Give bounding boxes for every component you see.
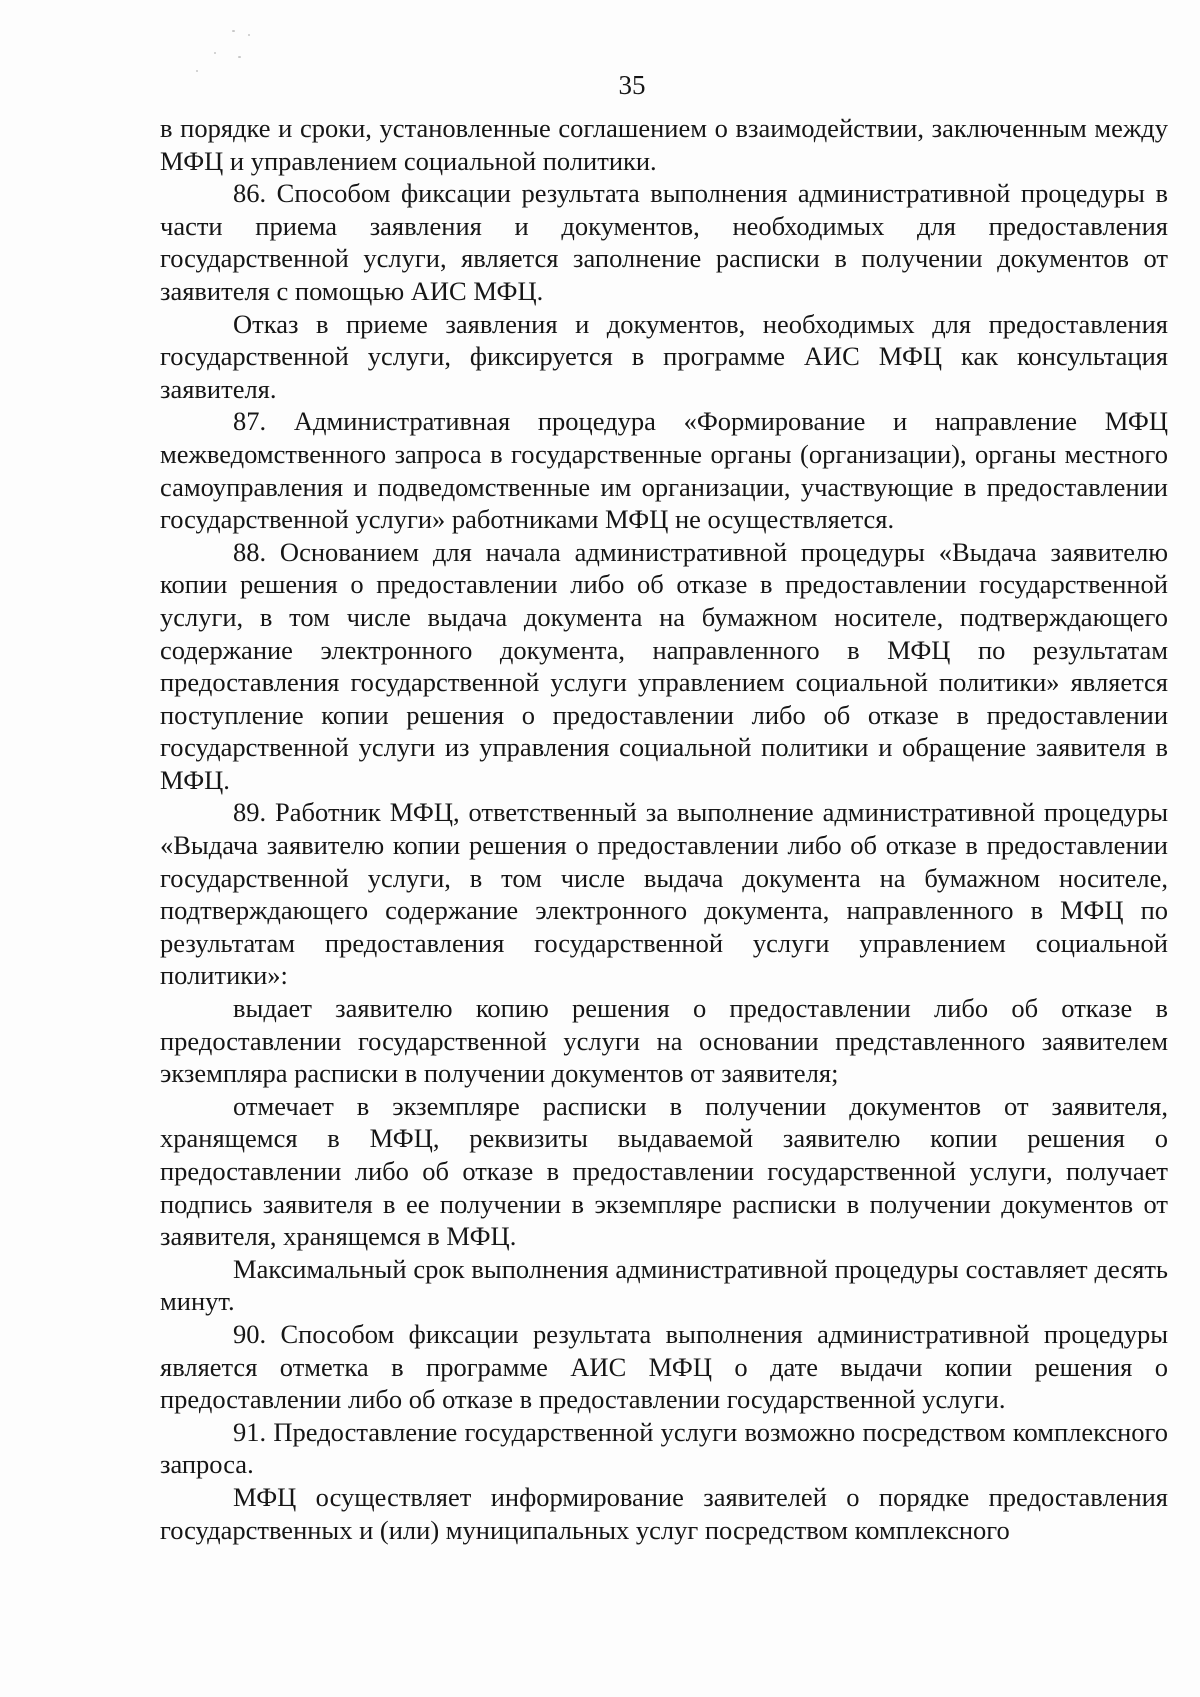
paragraph-90: 90. Способом фиксации результата выполнения административной процедуры является отметка в программе АИС МФЦ о дате выдачи копии решения о предоставлении либо об отказе в предоставлении государственной услуги. [160, 1318, 1168, 1415]
paragraph-mfc-informing: МФЦ осуществляет информирование заявителей о порядке предоставления государственных и (или) муниципальных услуг посредством комплексного [160, 1481, 1168, 1545]
scan-speck [248, 34, 250, 36]
paragraph-issues-copy: выдает заявителю копию решения о предоставлении либо об отказе в предоставлении государственной услуги на основании представленного заявителем экземпляра расписки в получении документов от заявителя; [160, 993, 1168, 1089]
paragraph-86: 86. Способом фиксации результата выполнения административной процедуры в части приема заявления и документов, необходимых для предоставления государственной услуги, является заполнение расписки в получении документов от заявителя с помощью АИС МФЦ. [160, 178, 1168, 306]
paragraph-refusal-recording: Отказ в приеме заявления и документов, необходимых для предоставления государственной услуги, фиксируется в программе АИС МФЦ как консультация заявителя. [160, 308, 1168, 404]
page-number: 35 [618, 70, 646, 100]
paragraph-marks-receipt: отмечает в экземпляре расписки в получении документов от заявителя, хранящемся в МФЦ, реквизиты выдаваемой заявителю копии решения о предоставлении либо об отказе в предоставлении государственной услуги, получает подпись заявителя в ее получении в экземпляре расписки в получении документов от заявителя, хранящемся в МФЦ. [160, 1090, 1168, 1252]
scan-speck [232, 30, 235, 32]
scan-speck [214, 52, 216, 54]
paragraph-max-duration: Максимальный срок выполнения административной процедуры составляет десять минут. [160, 1253, 1168, 1317]
paragraph-88: 88. Основанием для начала административной процедуры «Выдача заявителю копии решения о предоставлении либо об отказе в предоставлении государственной услуги, в том числе выдача документа на бумажном носителе, подтверждающего содержание электронного документа, направленного в МФЦ по результатам предоставления государственной услуги управлением социальной политики» является поступление копии решения о предоставлении либо об отказе в предоставлении государственной услуги из управления социальной политики и обращение заявителя в МФЦ. [160, 536, 1168, 795]
paragraph-87: 87. Административная процедура «Формирование и направление МФЦ межведомственного запроса в государственные органы (организации), органы местного самоуправления и подведомственные им организации, участвующие в предоставлении государственной услуги» работниками МФЦ не осуществляется. [160, 406, 1168, 535]
document-body [160, 112, 1168, 1546]
scan-speck [238, 56, 241, 58]
paragraph-continuation: в порядке и сроки, установленные соглашением о взаимодействии, заключенным между МФЦ и управлением социальной политики. [160, 113, 1168, 176]
paragraph-89: 89. Работник МФЦ, ответственный за выполнение административной процедуры «Выдача заявителю копии решения о предоставлении либо об отказе в предоставлении государственной услуги, в том числе выдача документа на бумажном носителе, подтверждающего содержание электронного документа, направленного в МФЦ по результатам предоставления государственной услуги управлением социальной политики»: [160, 797, 1168, 991]
paragraph-91: 91. Предоставление государственной услуги возможно посредством комплексного запроса. [160, 1416, 1168, 1480]
